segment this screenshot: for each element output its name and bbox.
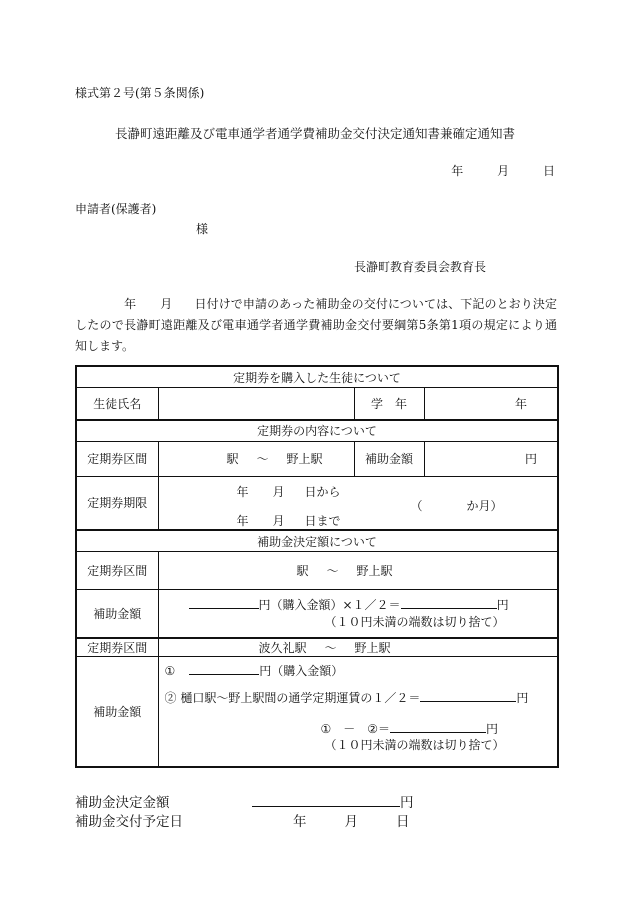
decision-station: 駅 bbox=[296, 564, 309, 578]
item3-line bbox=[321, 720, 499, 737]
pass-section-header: 定期券の内容について bbox=[76, 420, 558, 442]
notice-body bbox=[75, 294, 557, 357]
item2-yen: 円 bbox=[516, 691, 529, 705]
body-text: 日付けで申請のあった補助金の交付については、下記のとおり決定したので長瀞町遠距離及び電車通学者通学費補助金交付要綱第5条第1項の規定により通知します。 bbox=[75, 297, 557, 353]
item3-text: ① － ②＝ bbox=[320, 722, 391, 736]
pass-period-label: 定期券期限 bbox=[76, 476, 158, 530]
period-from-year: 年 bbox=[236, 484, 249, 499]
grade-label: 学 年 bbox=[354, 388, 424, 420]
notice-table bbox=[75, 365, 559, 768]
period-to-month: 月 bbox=[272, 513, 285, 528]
item3-blank[interactable] bbox=[390, 721, 486, 733]
route-nogami: 野上駅 bbox=[286, 452, 323, 466]
decision-total-blank[interactable] bbox=[252, 794, 400, 807]
subsidy-amount-field[interactable]: 円 bbox=[424, 441, 558, 476]
item3-yen: 円 bbox=[486, 722, 499, 736]
grant-date-year: 年 bbox=[293, 814, 307, 830]
item1-text: 円（購入金額） bbox=[259, 664, 344, 678]
period-from bbox=[237, 483, 341, 500]
months-paren: （ bbox=[410, 498, 423, 513]
item1-line bbox=[165, 662, 344, 679]
item2-line bbox=[165, 689, 529, 706]
period-to bbox=[237, 512, 341, 529]
date-day: 日 bbox=[542, 164, 555, 178]
decision-route-label: 定期券区間 bbox=[76, 552, 158, 590]
item2-blank[interactable] bbox=[420, 690, 516, 702]
document-date bbox=[429, 162, 555, 179]
decision-total-field[interactable] bbox=[252, 791, 414, 811]
decision-total-label: 補助金決定金額 bbox=[75, 795, 170, 811]
decision-amount-field[interactable] bbox=[158, 590, 558, 638]
subsidy-amount-label: 補助金額 bbox=[354, 441, 424, 476]
hakure-amount-field[interactable] bbox=[158, 657, 558, 767]
round-note-1: （１０円未満の端数は切り捨て） bbox=[324, 615, 505, 629]
applicant-label: 申請者(保護者) bbox=[75, 202, 157, 216]
period-to-year: 年 bbox=[236, 513, 249, 528]
decision-amount-label: 補助金額 bbox=[76, 590, 158, 638]
grant-date-label: 補助金交付予定日 bbox=[75, 814, 183, 830]
decision-nogami: 野上駅 bbox=[356, 564, 393, 578]
hakure-amount-label: 補助金額 bbox=[76, 657, 158, 767]
item1-blank[interactable] bbox=[189, 663, 259, 675]
honorific-sama: 様 bbox=[196, 222, 209, 236]
decision-route-field[interactable] bbox=[158, 552, 558, 590]
grade-field[interactable]: 年 bbox=[424, 388, 558, 420]
hakure-route-field[interactable] bbox=[158, 638, 558, 657]
grant-date-month: 月 bbox=[344, 814, 358, 830]
date-year: 年 bbox=[451, 164, 464, 178]
decision-total-yen: 円 bbox=[400, 795, 414, 811]
pass-route-field[interactable] bbox=[158, 441, 354, 476]
hakure-route-label: 定期券区間 bbox=[76, 638, 158, 657]
item2-text: ② 樋口駅～野上駅間の通学定期運賃の１／２＝ bbox=[164, 691, 421, 705]
grant-date-day: 日 bbox=[396, 814, 410, 830]
body-month: 月 bbox=[160, 297, 173, 311]
hakure-wave: ～ bbox=[324, 640, 337, 655]
student-section-header: 定期券を購入した生徒について bbox=[76, 366, 558, 388]
months-unit: か月） bbox=[466, 498, 503, 513]
body-year: 年 bbox=[124, 297, 137, 311]
form-number: 様式第２号(第５条関係) bbox=[75, 86, 205, 100]
purchase-calc-text: 円（購入金額）×１／２＝ bbox=[258, 598, 401, 612]
item1-mark: ① bbox=[164, 664, 176, 678]
pass-route-label: 定期券区間 bbox=[76, 441, 158, 476]
student-name-field[interactable] bbox=[158, 388, 354, 420]
issuer-name: 長瀞町教育委員会教育長 bbox=[354, 260, 487, 274]
period-months bbox=[411, 497, 503, 514]
decision-wave: ～ bbox=[326, 564, 339, 578]
purchase-calc-line bbox=[189, 596, 509, 613]
decision-section-header: 補助金決定額について bbox=[76, 530, 558, 552]
document-title: 長瀞町遠距離及び電車通学者通学費補助金交付決定通知書兼確定通知書 bbox=[114, 126, 515, 141]
half-blank[interactable] bbox=[401, 597, 497, 609]
route-station: 駅 bbox=[226, 452, 239, 466]
period-from-day: 日から bbox=[304, 484, 341, 499]
student-name-label: 生徒氏名 bbox=[76, 388, 158, 420]
grant-date-field[interactable] bbox=[293, 810, 410, 830]
round-note-2: （１０円未満の端数は切り捨て） bbox=[324, 738, 505, 752]
pass-period-field[interactable] bbox=[158, 476, 558, 530]
date-month: 月 bbox=[497, 164, 510, 178]
route-wave: ～ bbox=[256, 452, 269, 466]
period-to-day: 日まで bbox=[304, 513, 341, 528]
hakure-station: 波久礼駅 bbox=[258, 640, 307, 655]
purchase-blank[interactable] bbox=[189, 597, 259, 609]
hakure-nogami: 野上駅 bbox=[354, 640, 391, 655]
period-from-month: 月 bbox=[272, 484, 285, 499]
purchase-yen: 円 bbox=[496, 598, 509, 612]
